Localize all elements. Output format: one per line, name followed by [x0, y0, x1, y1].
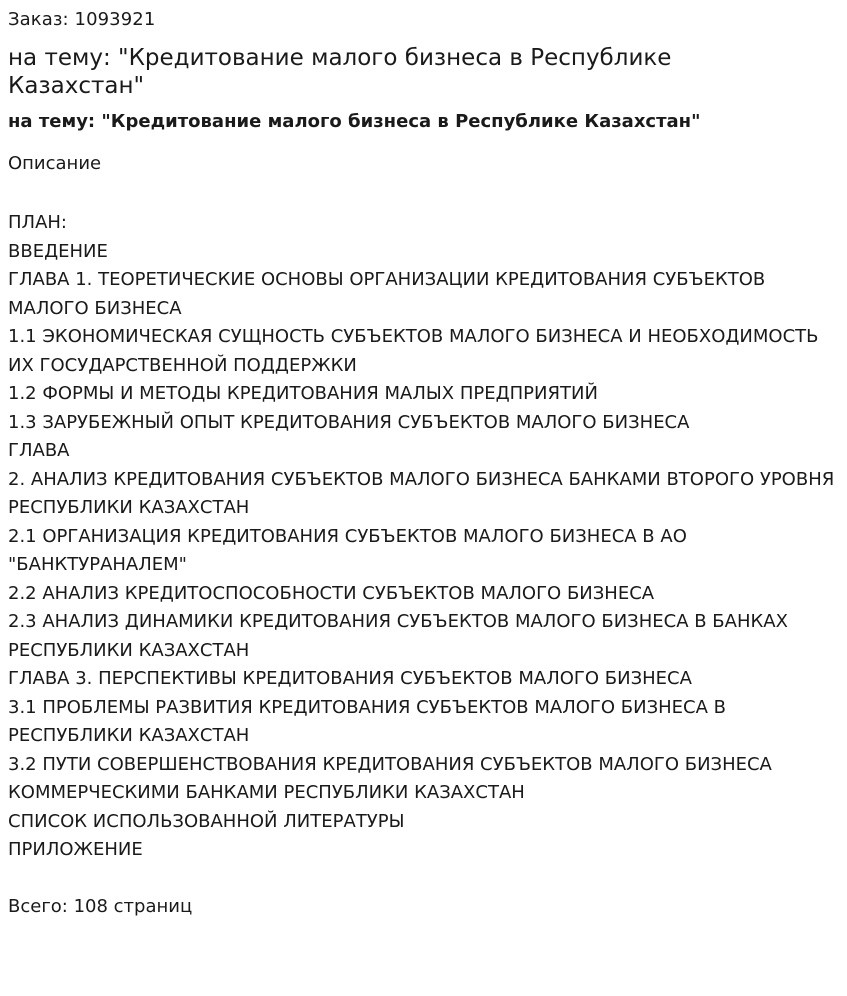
- plan-item: 2. АНАЛИЗ КРЕДИТОВАНИЯ СУБЪЕКТОВ МАЛОГО БИЗНЕСА БАНКАМИ ВТОРОГО УРОВНЯ РЕСПУБЛИКИ КАЗАХСТАН: [8, 468, 835, 518]
- page-subtitle: на тему: "Кредитование малого бизнеса в Республике Казахстан": [8, 111, 701, 132]
- plan-item: 1.1 ЭКОНОМИЧЕСКАЯ СУЩНОСТЬ СУБЪЕКТОВ МАЛОГО БИЗНЕСА И НЕОБХОДИМОСТЬ ИХ ГОСУДАРСТВЕННОЙ ПОДДЕРЖКИ: [8, 326, 819, 376]
- page-title: на тему: "Кредитование малого бизнеса в Республике Казахстан": [8, 45, 672, 99]
- total-pages: Всего: 108 страниц: [8, 895, 193, 917]
- plan-list: [8, 209, 838, 865]
- plan-item: 3.2 ПУТИ СОВЕРШЕНСТВОВАНИЯ КРЕДИТОВАНИЯ СУБЪЕКТОВ МАЛОГО БИЗНЕСА КОММЕРЧЕСКИМИ БАНКАМИ РЕСПУБЛИКИ КАЗАХСТАН: [8, 753, 772, 803]
- plan-item: СПИСОК ИСПОЛЬЗОВАННОЙ ЛИТЕРАТУРЫ: [8, 810, 405, 832]
- order-number: Заказ: 1093921: [8, 9, 156, 30]
- plan-item: 2.3 АНАЛИЗ ДИНАМИКИ КРЕДИТОВАНИЯ СУБЪЕКТОВ МАЛОГО БИЗНЕСА В БАНКАХ РЕСПУБЛИКИ КАЗАХСТАН: [8, 611, 788, 661]
- description-heading: Описание: [8, 153, 102, 174]
- plan-item: ПРИЛОЖЕНИЕ: [8, 839, 143, 860]
- plan-heading: ПЛАН:: [8, 212, 67, 233]
- plan-item: 3.1 ПРОБЛЕМЫ РАЗВИТИЯ КРЕДИТОВАНИЯ СУБЪЕКТОВ МАЛОГО БИЗНЕСА В РЕСПУБЛИКИ КАЗАХСТАН: [8, 696, 726, 746]
- plan-item: ВВЕДЕНИЕ: [8, 240, 108, 262]
- plan-item: ГЛАВА: [8, 440, 70, 461]
- plan-item: 2.1 ОРГАНИЗАЦИЯ КРЕДИТОВАНИЯ СУБЪЕКТОВ МАЛОГО БИЗНЕСА В АО "БАНКТУРАНАЛЕМ": [8, 525, 687, 575]
- plan-item: 1.2 ФОРМЫ И МЕТОДЫ КРЕДИТОВАНИЯ МАЛЫХ ПРЕДПРИЯТИЙ: [8, 383, 598, 404]
- plan-item: 1.3 ЗАРУБЕЖНЫЙ ОПЫТ КРЕДИТОВАНИЯ СУБЪЕКТОВ МАЛОГО БИЗНЕСА: [8, 411, 690, 433]
- plan-item: ГЛАВА 3. ПЕРСПЕКТИВЫ КРЕДИТОВАНИЯ СУБЪЕКТОВ МАЛОГО БИЗНЕСА: [8, 668, 692, 689]
- plan-item: 2.2 АНАЛИЗ КРЕДИТОСПОСОБНОСТИ СУБЪЕКТОВ МАЛОГО БИЗНЕСА: [8, 582, 655, 604]
- plan-item: ГЛАВА 1. ТЕОРЕТИЧЕСКИЕ ОСНОВЫ ОРГАНИЗАЦИИ КРЕДИТОВАНИЯ СУБЪЕКТОВ МАЛОГО БИЗНЕСА: [8, 269, 766, 319]
